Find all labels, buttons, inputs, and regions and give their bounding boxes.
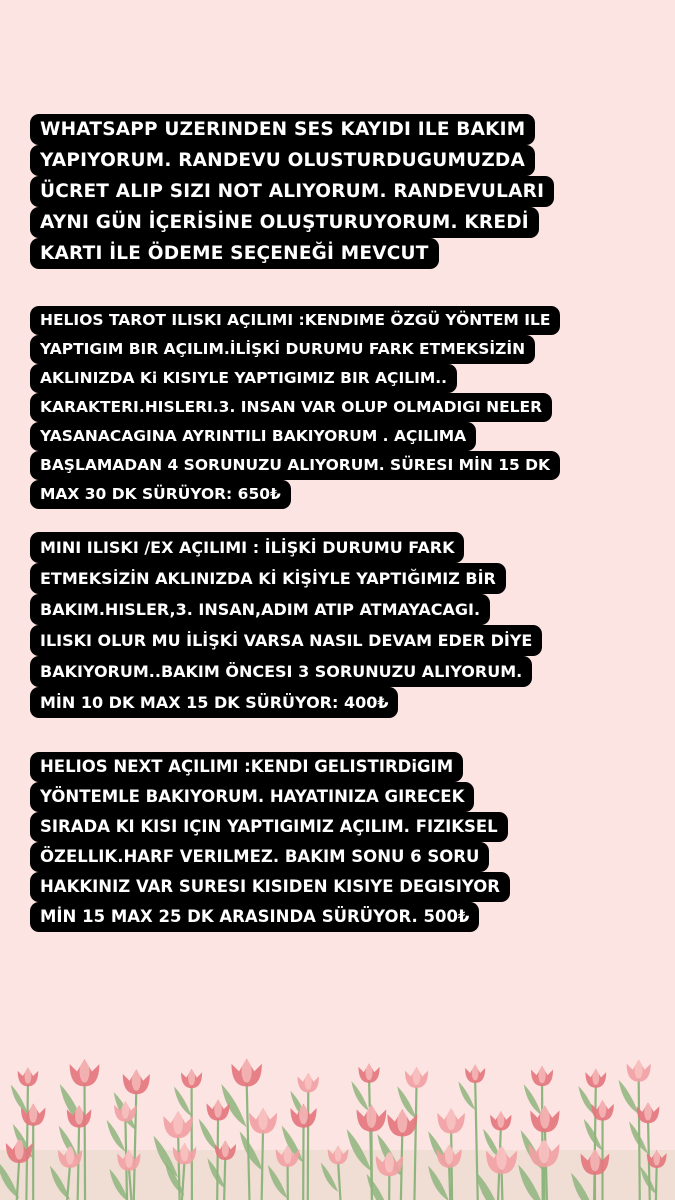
text-line: ILISKI OLUR MU İLİŞKİ VARSA NASIL DEVAM EDER DİYE (30, 625, 542, 656)
text-line: HAKKINIZ VAR SURESI KISIDEN KISIYE DEGISIYOR (30, 872, 510, 902)
text-line: MINI ILISKI /EX AÇILIMI : İLİŞKİ DURUMU FARK (30, 532, 464, 563)
text-line: ÖZELLIK.HARF VERILMEZ. BAKIM SONU 6 SORU (30, 842, 489, 872)
text-line: YÖNTEMLE BAKIYORUM. HAYATINIZA GIRECEK (30, 782, 474, 812)
tulip-border-icon (0, 1030, 675, 1200)
helios-next-block (30, 752, 510, 932)
text-line: BAŞLAMADAN 4 SORUNUZU ALIYORUM. SÜRESI MİN 15 DK (30, 451, 560, 480)
text-line: ETMEKSİZİN AKLINIZDA Kİ KİŞİYLE YAPTIĞIMIZ BİR (30, 563, 506, 594)
text-line: HELIOS TAROT ILISKI AÇILIMI :KENDIME ÖZGÜ YÖNTEM ILE (30, 306, 560, 335)
text-line: MİN 15 MAX 25 DK ARASINDA SÜRÜYOR. 500₺ (30, 902, 479, 932)
text-line: WHATSAPP UZERINDEN SES KAYIDI ILE BAKIM (30, 114, 535, 145)
text-line: BAKIYORUM..BAKIM ÖNCESI 3 SORUNUZU ALIYORUM. (30, 656, 532, 687)
whatsapp-info-block (30, 114, 554, 269)
text-line: KARAKTERI.HISLERI.3. INSAN VAR OLUP OLMADIGI NELER (30, 393, 552, 422)
text-line: KARTI İLE ÖDEME SEÇENEĞİ MEVCUT (30, 238, 439, 269)
text-line: MİN 10 DK MAX 15 DK SÜRÜYOR: 400₺ (30, 687, 398, 718)
helios-tarot-block (30, 306, 560, 509)
text-line: HELIOS NEXT AÇILIMI :KENDI GELISTIRDiGIM (30, 752, 463, 782)
text-line: BAKIM.HISLER,3. INSAN,ADIM ATIP ATMAYACAGI. (30, 594, 490, 625)
text-line: YASANACAGINA AYRINTILI BAKIYORUM . AÇILIMA (30, 422, 476, 451)
text-line: AKLINIZDA Ki KISIYLE YAPTIGIMIZ BIR AÇILIM.. (30, 364, 457, 393)
mini-iliski-block (30, 532, 542, 718)
text-line: SIRADA KI KISI IÇIN YAPTIGIMIZ AÇILIM. FIZIKSEL (30, 812, 508, 842)
text-line: ÜCRET ALIP SIZI NOT ALIYORUM. RANDEVULARI (30, 176, 554, 207)
text-line: MAX 30 DK SÜRÜYOR: 650₺ (30, 480, 291, 509)
text-line: YAPTIGIM BIR AÇILIM.İLİŞKİ DURUMU FARK ETMEKSİZİN (30, 335, 535, 364)
text-line: AYNI GÜN İÇERİSİNE OLUŞTURUYORUM. KREDİ (30, 207, 539, 238)
text-line: YAPIYORUM. RANDEVU OLUSTURDUGUMUZDA (30, 145, 535, 176)
